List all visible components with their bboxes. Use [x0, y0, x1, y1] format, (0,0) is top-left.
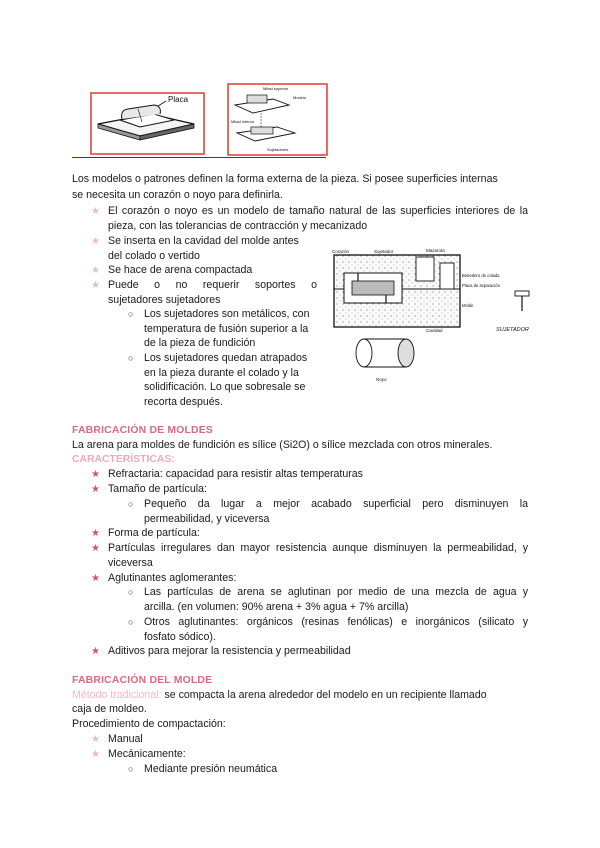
svg-text:Modelo: Modelo	[293, 95, 307, 100]
star-bullet-icon: ★	[91, 749, 100, 760]
circle-bullet-icon: ○	[128, 587, 134, 597]
figure-split-pattern	[227, 83, 329, 157]
star-bullet-icon: ★	[91, 646, 100, 657]
section-title: FABRICACIÓN DEL MOLDE	[72, 675, 213, 686]
svg-text:Mazarota: Mazarota	[426, 248, 445, 253]
star-bullet-icon: ★	[91, 236, 100, 247]
star-bullet-icon: ★	[91, 484, 100, 495]
figure1-label: Placa	[168, 95, 189, 104]
star-bullet-icon: ★	[91, 280, 100, 291]
divider	[72, 157, 326, 158]
star-bullet-icon: ★	[91, 469, 100, 480]
svg-text:Placa de separación: Placa de separación	[462, 283, 500, 288]
figure-mold-core	[330, 243, 550, 385]
subsection-title: CARACTERÍSTICAS:	[72, 454, 175, 465]
svg-text:Corazón: Corazón	[332, 249, 350, 254]
star-bullet-icon: ★	[91, 265, 100, 276]
svg-text:Mitad inferior: Mitad inferior	[231, 119, 255, 124]
star-bullet-icon: ★	[91, 543, 100, 554]
star-bullet-icon: ★	[91, 734, 100, 745]
star-bullet-icon: ★	[91, 573, 100, 584]
circle-bullet-icon: ○	[128, 499, 134, 509]
intro-line1: Los modelos o patrones definen la forma externa de la pieza. Si posee superficies internas	[72, 173, 498, 185]
svg-text:Sujetador: Sujetador	[374, 249, 394, 254]
section-intro: La arena para moldes de fundición es sílice (Si2O) o sílice mezclada con otros minerales.	[72, 439, 493, 451]
method-label: Método tradicional:	[72, 689, 162, 701]
star-bullet-icon: ★	[91, 528, 100, 539]
svg-text:Bebedero de colada: Bebedero de colada	[462, 273, 500, 278]
svg-text:Cavidad: Cavidad	[426, 328, 443, 333]
intro-line2: se necesita un corazón o noyo para definirla.	[72, 189, 283, 201]
svg-text:Mitad superior: Mitad superior	[263, 86, 289, 91]
circle-bullet-icon: ○	[128, 764, 134, 774]
svg-text:SUJETADOR: SUJETADOR	[496, 327, 529, 333]
star-bullet-icon: ★	[91, 206, 100, 217]
svg-text:Noyo: Noyo	[376, 377, 387, 382]
svg-text:Molde: Molde	[462, 303, 474, 308]
circle-bullet-icon: ○	[128, 309, 134, 319]
circle-bullet-icon: ○	[128, 617, 134, 627]
figure-pattern-plate	[90, 92, 206, 156]
svg-text:Sujetadores: Sujetadores	[267, 147, 289, 152]
circle-bullet-icon: ○	[128, 353, 134, 363]
section-title: FABRICACIÓN DE MOLDES	[72, 425, 214, 436]
